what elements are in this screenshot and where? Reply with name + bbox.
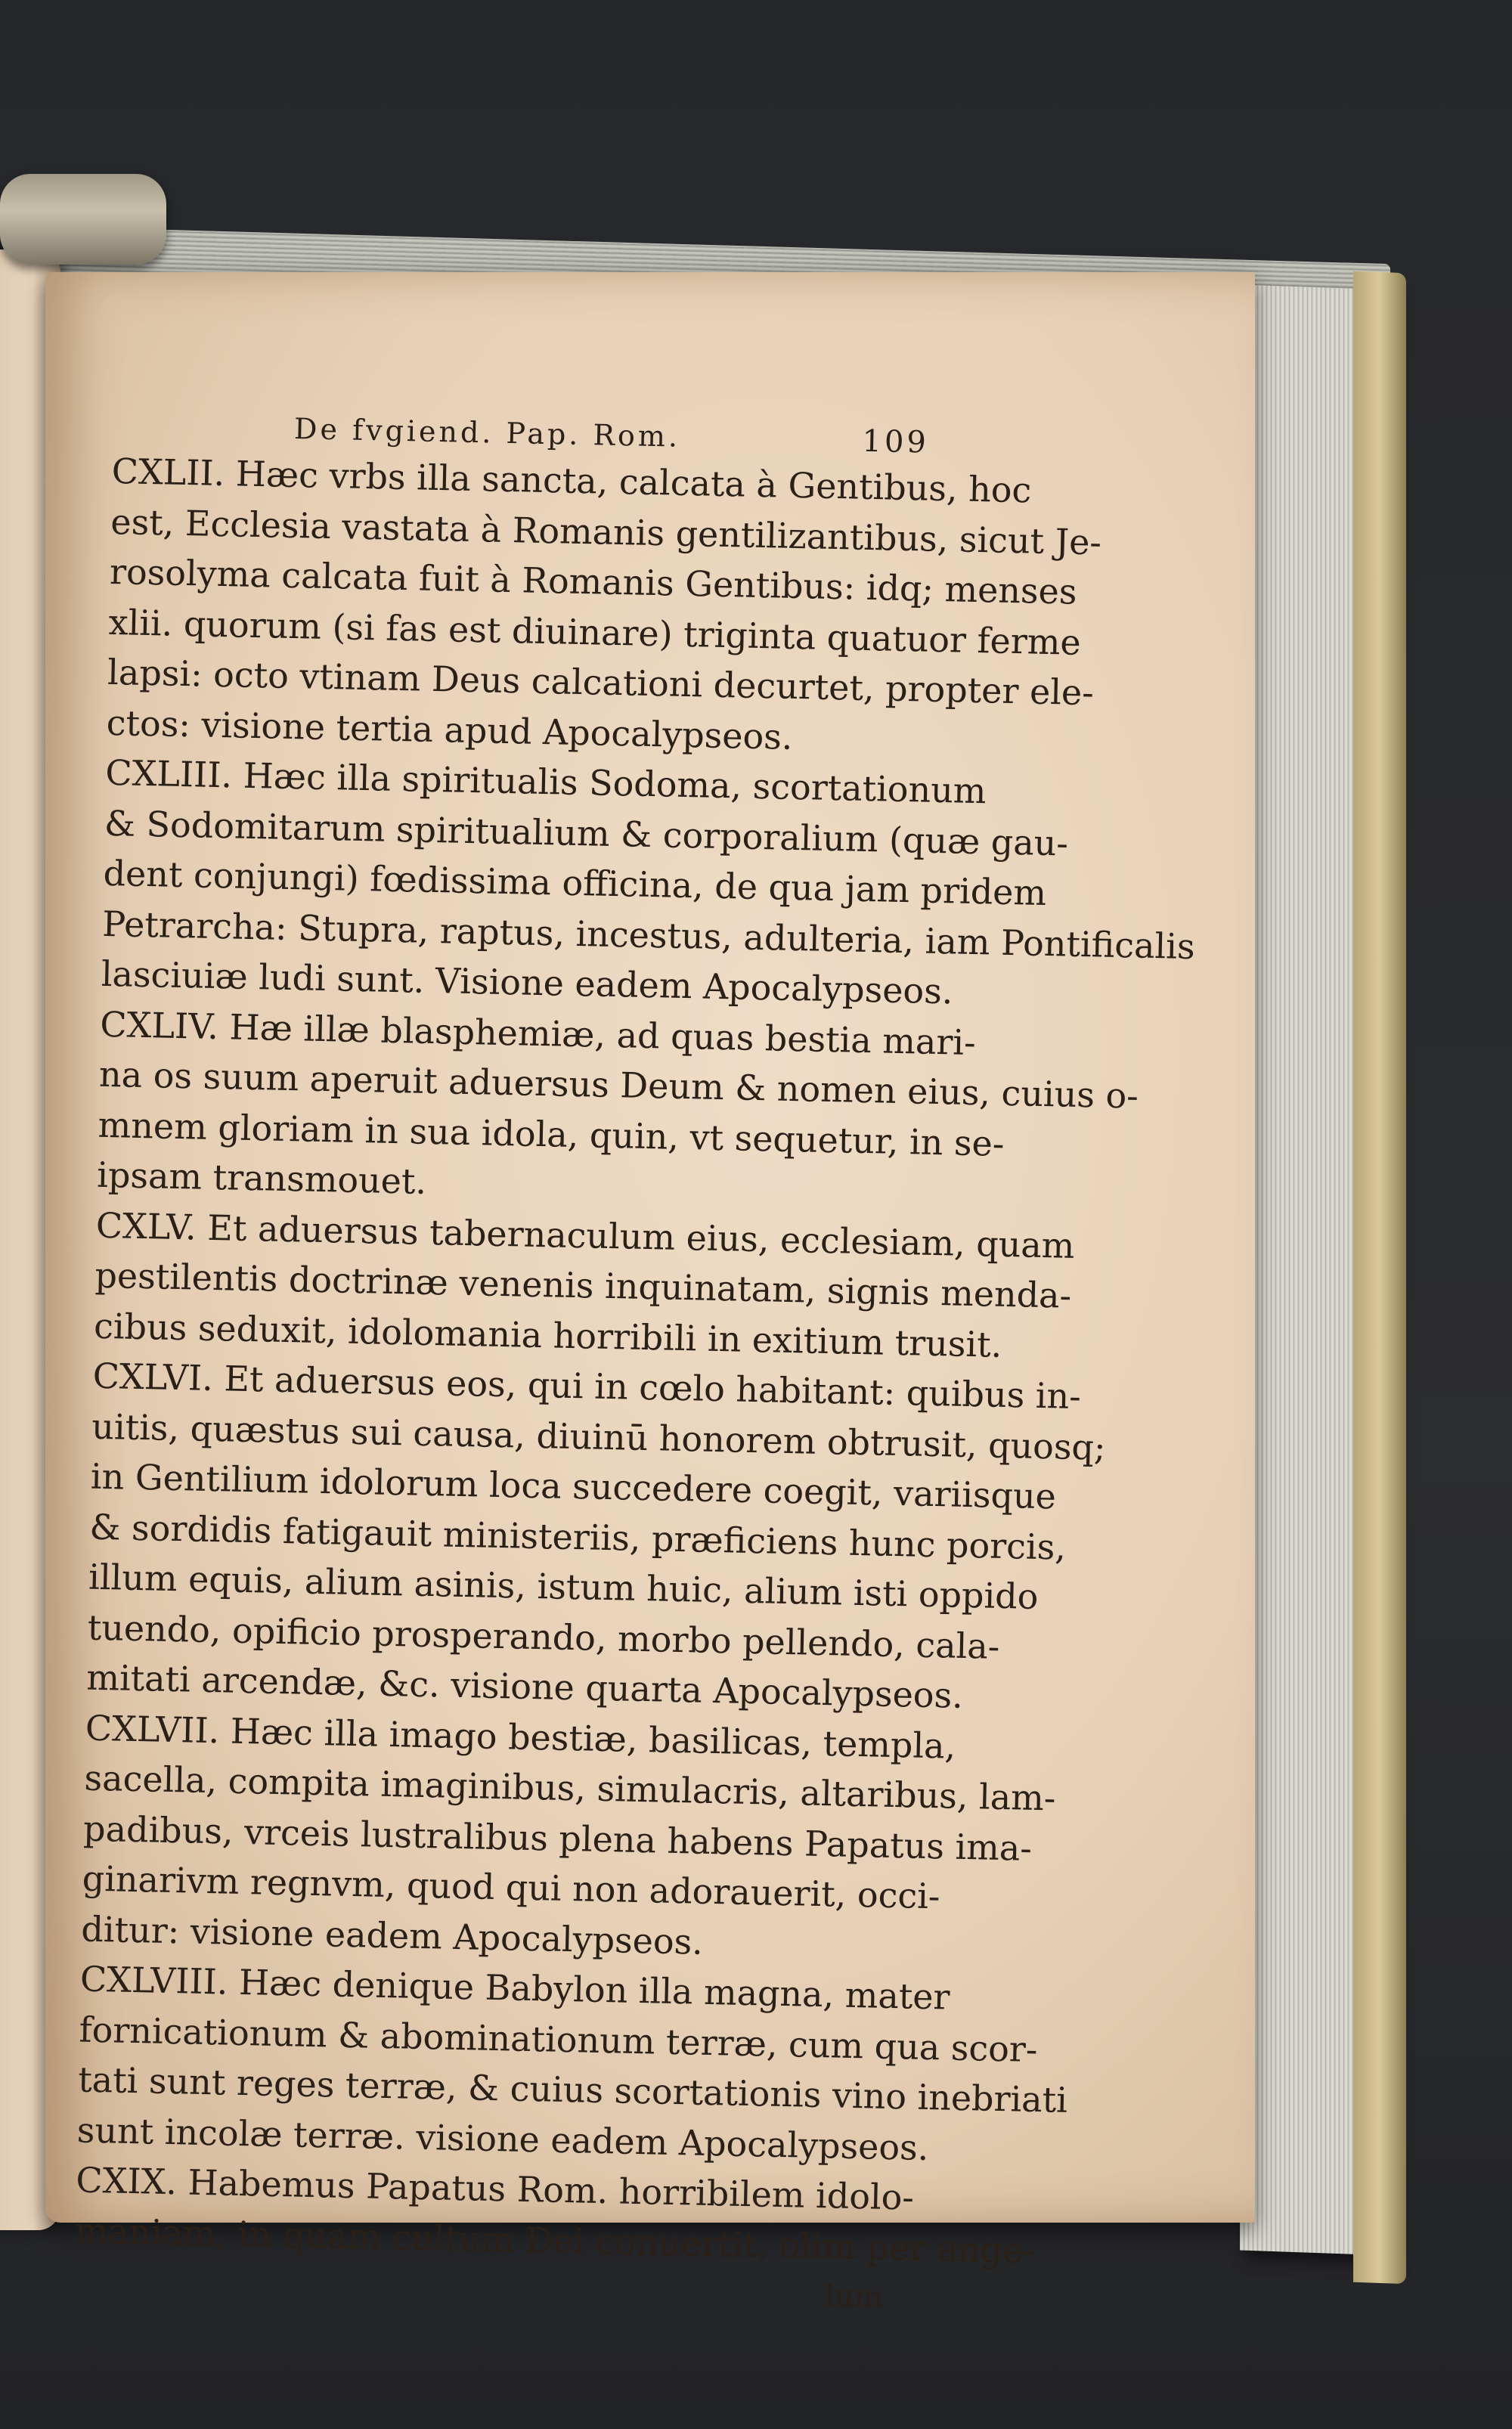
text-line: mnem gloriam in sua idola, quin, vt sequetur, in se- (98, 1104, 1005, 1164)
catchword: lum (824, 2279, 883, 2315)
text-line: CXLVI. Et aduersus eos, qui in cœlo habitant: quibus in- (92, 1355, 1082, 1417)
text-line: lapsi: octo vtinam Deus calcationi decurtet, propter ele- (107, 651, 1095, 714)
text-line: rosolyma calcata fuit à Romanis Gentibus: idq; menses (109, 550, 1077, 612)
running-head-title: De fvgiend. Pap. Rom. (293, 412, 681, 454)
text-line: xlii. quorum (si fas est diuinare) triginta quatuor ferme (108, 601, 1082, 663)
text-line: lasciuiæ ludi sunt. Visione eadem Apocalypseos. (101, 953, 953, 1012)
text-line: dent conjungi) fœdissima officina, de qua jam pridem (103, 852, 1047, 913)
text-line: na os suum aperuit aduersus Deum & nomen eius, cuius o- (98, 1053, 1139, 1117)
text-line: & Sodomitarum spiritualium & corporalium (quæ gau- (104, 802, 1069, 864)
text-line: ditur: visione eadem Apocalypseos. (80, 1908, 704, 1963)
text-line: ctos: visione tertia apud Apocalypseos. (106, 702, 794, 758)
text-line: in Gentilium idolorum loca succedere coegit, variisque (90, 1455, 1057, 1517)
text-lines (74, 446, 1196, 2273)
text-line: tati sunt reges terræ, & cuius scortationis vino inebriati (77, 2059, 1068, 2121)
text-line: CXLII. Hæc vrbs illa sancta, calcata à Gentibus, hoc (111, 450, 1032, 511)
text-line: CXIX. Habemus Papatus Rom. horribilem idolo- (75, 2159, 915, 2218)
binding-cord (0, 174, 166, 265)
text-line: tuendo, opificio prosperando, morbo pellendo, cala- (87, 1606, 1000, 1667)
text-line: CXLV. Et aduersus tabernaculum eius, ecclesiam, quam (95, 1204, 1075, 1266)
text-line: fornicationum & abominationum terræ, cum qua scor- (79, 2009, 1039, 2070)
text-line: illum equis, alium asinis, istum huic, alium isti oppido (88, 1556, 1039, 1617)
text-line: padibus, vrceis lustralibus plena habens Papatus ima- (82, 1808, 1033, 1869)
text-line: CXLIV. Hæ illæ blasphemiæ, ad quas bestia mari- (99, 1003, 977, 1063)
page-number: 109 (862, 423, 930, 460)
text-line: Petrarcha: Stupra, raptus, incestus, adulteria, iam Pontificalis (101, 903, 1196, 967)
text-line: pestilentis doctrinæ venenis inquinatam, signis menda- (94, 1254, 1072, 1316)
text-line: maniam, in quam cultum Dei conuertit, olim per ange- (74, 2209, 1036, 2271)
text-line: cibus seduxit, idolomania horribili in exitium trusit. (93, 1305, 1002, 1365)
text-line: uitis, quæstus sui causa, diuinū honorem obtrusit, quosq; (91, 1405, 1107, 1468)
text-line: sacella, compita imaginibus, simulacris, altaribus, lam- (84, 1757, 1056, 1819)
text-line: ipsam transmouet. (96, 1154, 427, 1202)
text-line: ginarivm regnvm, quod qui non adorauerit, occi- (82, 1857, 940, 1917)
text-line: & sordidis fatigauit ministeriis, præficiens hunc porcis, (89, 1506, 1067, 1568)
text-line: CXLVII. Hæc illa imago bestiæ, basilicas, templa, (85, 1707, 956, 1767)
page-text (73, 393, 1196, 2323)
cover-board-edge (1353, 271, 1406, 2284)
text-line: CXLIII. Hæc illa spiritualis Sodoma, scortationum (104, 751, 987, 812)
text-line: sunt incolæ terræ. visione eadem Apocalypseos. (76, 2109, 929, 2168)
text-line: CXLVIII. Hæc denique Babylon illa magna, mater (79, 1958, 951, 2018)
text-line: mitati arcendæ, &c. visione quarta Apocalypseos. (85, 1656, 964, 1716)
text-line: est, Ecclesia vastata à Romanis gentilizantibus, sicut Je- (110, 500, 1102, 562)
